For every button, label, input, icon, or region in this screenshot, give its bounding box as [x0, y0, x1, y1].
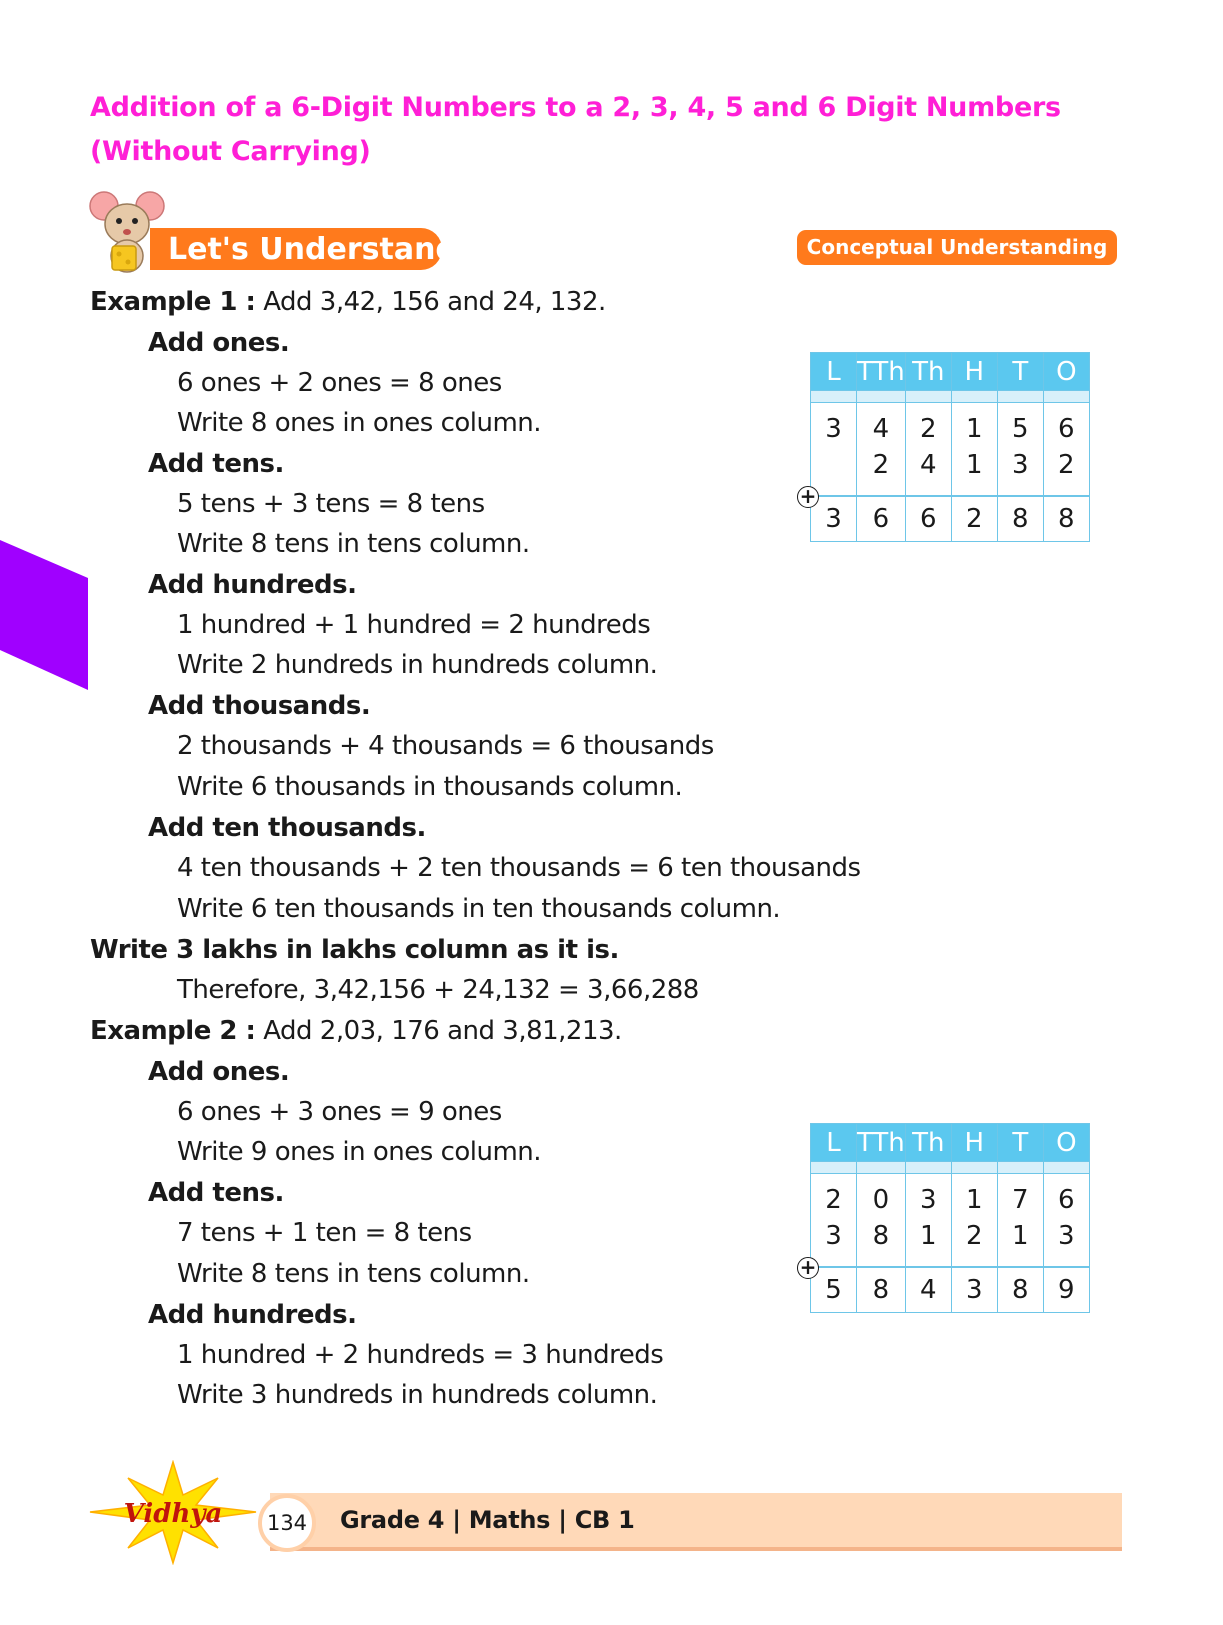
- example2-step3-heading: Add hundreds.: [148, 1300, 357, 1330]
- grid1-header-ten-thousands: TTh: [857, 353, 906, 391]
- grid2-result-digit: 8: [857, 1267, 906, 1313]
- grid1-col-lakhs: 3: [811, 403, 857, 497]
- vidhya-logo-icon: [88, 1460, 258, 1565]
- grid1-col-tens: 5 3: [997, 403, 1043, 497]
- example2-step2-line2: Write 8 tens in tens column.: [177, 1259, 530, 1289]
- example1-step1-line2: Write 8 ones in ones column.: [177, 408, 542, 438]
- grid2-col-ones: 6 3: [1043, 1174, 1089, 1268]
- example1-step2-heading: Add tens.: [148, 449, 284, 479]
- svg-text:Vidhya: Vidhya: [123, 1499, 223, 1529]
- example2-label: Example 2 :: [90, 1016, 256, 1046]
- example1-step2-line2: Write 8 tens in tens column.: [177, 529, 530, 559]
- example1-text: Add 3,42, 156 and 24, 132.: [263, 287, 606, 317]
- place-value-grid-2: [810, 1123, 1090, 1313]
- example1-step4-heading: Add thousands.: [148, 691, 371, 721]
- footer-caption: Grade 4 | Maths | CB 1: [340, 1506, 635, 1534]
- example1-step4-line1: 2 thousands + 4 thousands = 6 thousands: [177, 731, 714, 761]
- example1-step3-line1: 1 hundred + 1 hundred = 2 hundreds: [177, 610, 651, 640]
- example1-final-heading: Write 3 lakhs in lakhs column as it is.: [90, 935, 619, 965]
- example2-step2-heading: Add tens.: [148, 1178, 284, 1208]
- example1-step2-line1: 5 tens + 3 tens = 8 tens: [177, 489, 485, 519]
- example2-step1-heading: Add ones.: [148, 1057, 290, 1087]
- grid1-result-digit: 6: [905, 496, 951, 542]
- page-title: Addition of a 6-Digit Numbers to a 2, 3, 4, 5 and 6 Digit Numbers (Without Carrying): [90, 92, 1061, 167]
- grid2-result-digit: 4: [905, 1267, 951, 1313]
- grid2-col-tens: 7 1: [997, 1174, 1043, 1268]
- grid1-result-digit: 8: [997, 496, 1043, 542]
- grid1-header-hundreds: H: [951, 353, 997, 391]
- example1-statement: [90, 286, 606, 318]
- lets-understand-label: Let's Understand: [168, 232, 457, 267]
- grid1-header-ones: O: [1043, 353, 1089, 391]
- example2-step3-line2: Write 3 hundreds in hundreds column.: [177, 1380, 658, 1410]
- page-number: 134: [258, 1494, 316, 1552]
- grid2-header-ten-thousands: TTh: [857, 1124, 906, 1162]
- example1-step4-line2: Write 6 thousands in thousands column.: [177, 772, 683, 802]
- grid2-result-digit: 8: [997, 1267, 1043, 1313]
- grid1-header-lakhs: L: [811, 353, 857, 391]
- grid1-col-thousands: 2 4: [905, 403, 951, 497]
- example2-step2-line1: 7 tens + 1 ten = 8 tens: [177, 1218, 472, 1248]
- example2-statement: [90, 1015, 622, 1047]
- grid1-col-hundreds: 1 1: [951, 403, 997, 497]
- example1-step1-line1: 6 ones + 2 ones = 8 ones: [177, 368, 502, 398]
- example1-conclusion: Therefore, 3,42,156 + 24,132 = 3,66,288: [177, 975, 699, 1005]
- grid2-result-digit: 9: [1043, 1267, 1089, 1313]
- example1-label: Example 1 :: [90, 287, 256, 317]
- grid2-result-digit: 3: [951, 1267, 997, 1313]
- conceptual-understanding-tag: Conceptual Understanding: [797, 230, 1117, 265]
- grid2-header-thousands: Th: [905, 1124, 951, 1162]
- grid2-header-hundreds: H: [951, 1124, 997, 1162]
- grid2-col-thousands: 3 1: [905, 1174, 951, 1268]
- example2-step3-line1: 1 hundred + 2 hundreds = 3 hundreds: [177, 1340, 664, 1370]
- grid1-result-digit: 3: [811, 496, 857, 542]
- example1-step3-heading: Add hundreds.: [148, 570, 357, 600]
- grid1-result-digit: 2: [951, 496, 997, 542]
- example2-text: Add 2,03, 176 and 3,81,213.: [263, 1016, 622, 1046]
- grid1-col-ten-thousands: 4 2: [857, 403, 906, 497]
- grid2-header-ones: O: [1043, 1124, 1089, 1162]
- example1-step5-line2: Write 6 ten thousands in ten thousands column.: [177, 894, 781, 924]
- example2-step1-line2: Write 9 ones in ones column.: [177, 1137, 542, 1167]
- example1-step5-heading: Add ten thousands.: [148, 813, 426, 843]
- grid2-col-hundreds: 1 2: [951, 1174, 997, 1268]
- place-value-grid-1: [810, 352, 1090, 542]
- grid2-header-tens: T: [997, 1124, 1043, 1162]
- grid1-header-tens: T: [997, 353, 1043, 391]
- grid2-col-ten-thousands: 0 8: [857, 1174, 906, 1268]
- example2-step1-line1: 6 ones + 3 ones = 9 ones: [177, 1097, 502, 1127]
- plus-sign-icon: +: [797, 486, 819, 508]
- side-tab-decoration: [0, 540, 88, 690]
- grid1-header-thousands: Th: [905, 353, 951, 391]
- plus-sign-icon: +: [797, 1257, 819, 1279]
- grid2-col-lakhs: 2 3: [811, 1174, 857, 1268]
- example1-step3-line2: Write 2 hundreds in hundreds column.: [177, 650, 658, 680]
- grid2-result-digit: 5: [811, 1267, 857, 1313]
- grid1-result-digit: 6: [857, 496, 906, 542]
- mouse-mascot-icon: [88, 188, 166, 276]
- example1-step5-line1: 4 ten thousands + 2 ten thousands = 6 ten thousands: [177, 853, 861, 883]
- grid2-header-lakhs: L: [811, 1124, 857, 1162]
- grid1-col-ones: 6 2: [1043, 403, 1089, 497]
- grid1-result-digit: 8: [1043, 496, 1089, 542]
- example1-step1-heading: Add ones.: [148, 328, 290, 358]
